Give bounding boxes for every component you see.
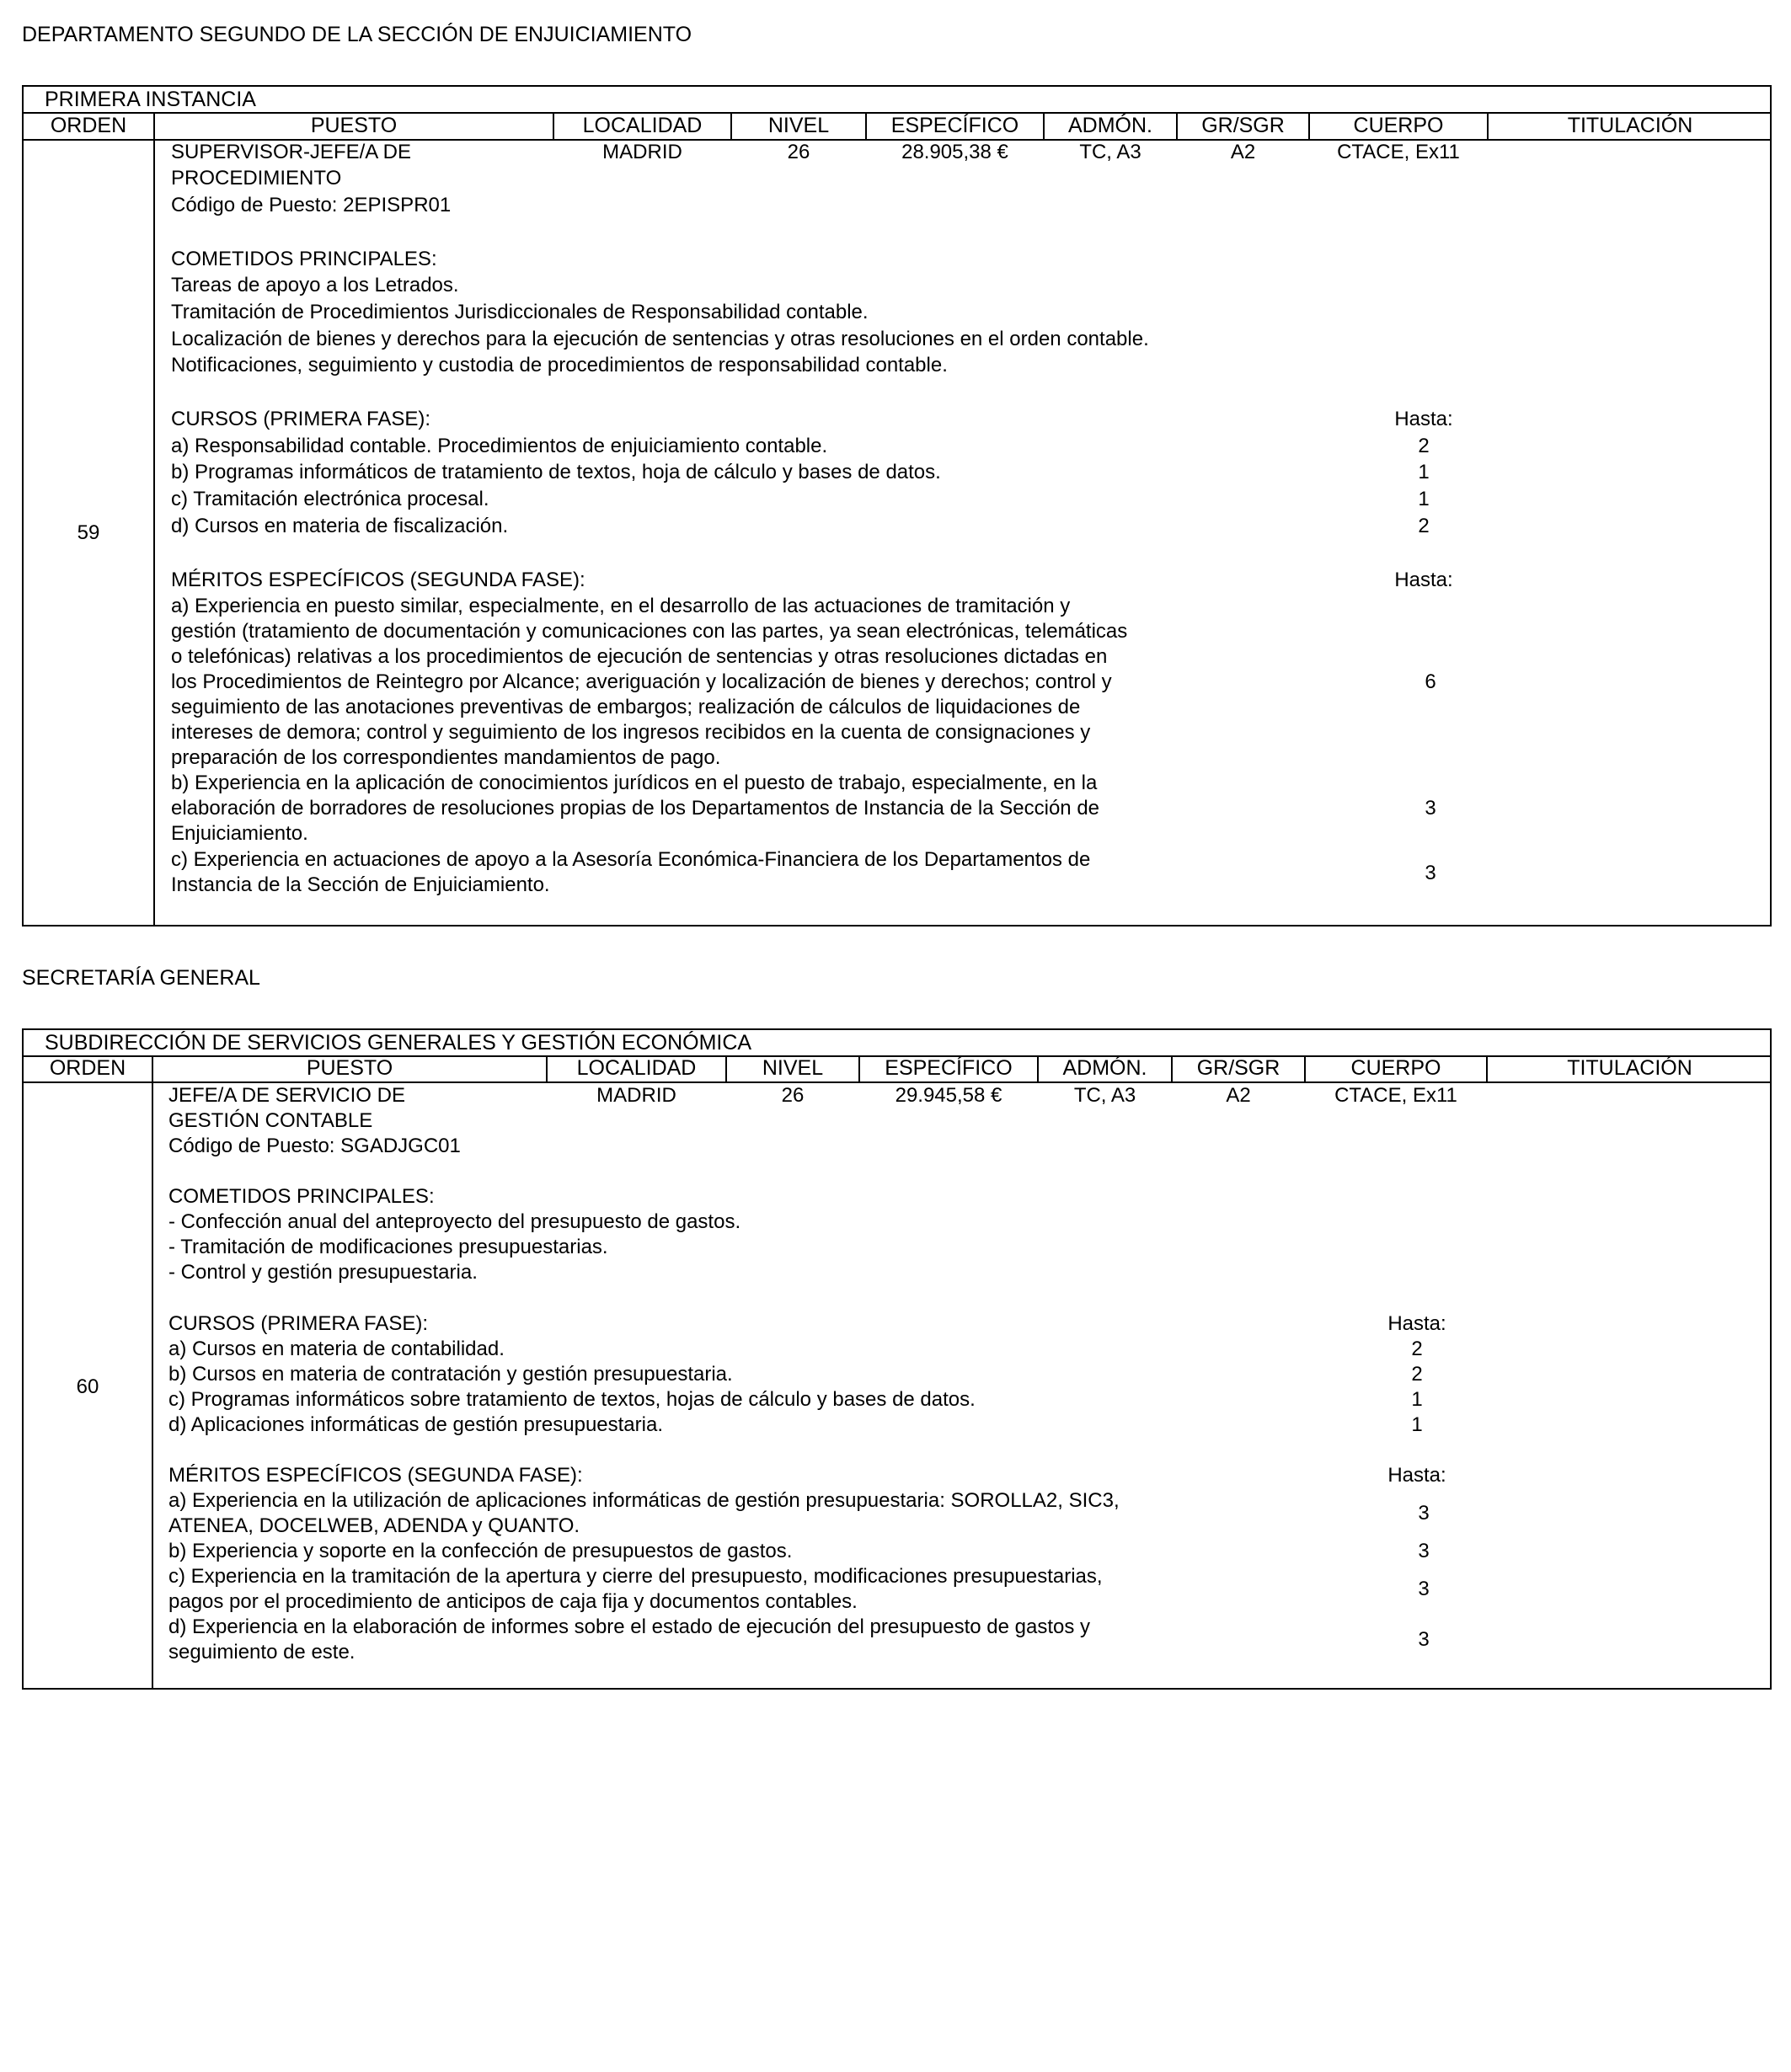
header-cuerpo: CUERPO: [1353, 114, 1444, 137]
curso-item: c) Tramitación electrónica procesal.: [171, 488, 489, 510]
header-admon: ADMÓN.: [1068, 114, 1152, 137]
curso-item: b) Cursos en materia de contratación y gestión presupuestaria.: [168, 1363, 733, 1386]
merito-line: seguimiento de las anotaciones preventivas de embargos; realización de cálculos de liquidaciones de: [171, 696, 1081, 718]
cursos-hasta: Hasta:: [1387, 1312, 1446, 1335]
codigo-puesto: Código de Puesto: 2EPISPR01: [171, 194, 452, 216]
cuerpo-value: CTACE, Ex11: [1334, 1084, 1457, 1107]
cursos-hasta: Hasta:: [1394, 408, 1453, 430]
curso-item: d) Cursos en materia de fiscalización.: [171, 515, 509, 537]
header-nivel: NIVEL: [767, 114, 830, 137]
header-localidad: LOCALIDAD: [582, 114, 703, 137]
admon-value: TC, A3: [1073, 1084, 1136, 1107]
merito-line: ATENEA, DOCELWEB, ADENDA y QUANTO.: [168, 1514, 580, 1537]
merito-points: 3: [1425, 797, 1436, 820]
merito-line: pagos por el procedimiento de anticipos de caja fija y documentos contables.: [168, 1590, 858, 1613]
header-grupo: GR/SGR: [1201, 114, 1285, 137]
puesto-line-2: GESTIÓN CONTABLE: [168, 1109, 373, 1132]
header-titulacion: TITULACIÓN: [1567, 114, 1693, 137]
merito-line: b) Experiencia y soporte en la confección de presupuestos de gastos.: [168, 1540, 793, 1562]
header-grupo: GR/SGR: [1196, 1056, 1280, 1080]
curso-points: 2: [1411, 1338, 1423, 1360]
cometido-item: - Confección anual del anteproyecto del presupuesto de gastos.: [168, 1210, 741, 1233]
merito-points: 3: [1418, 1502, 1430, 1525]
curso-points: 1: [1418, 488, 1430, 510]
merito-line: gestión (tratamiento de documentación y comunicaciones con las partes, ya sean electrónicas, telemáticas: [171, 620, 1128, 643]
meritos-hasta: Hasta:: [1394, 569, 1453, 591]
merito-line: elaboración de borradores de resoluciones propias de los Departamentos de Instancia de la Sección de: [171, 797, 1100, 820]
curso-points: 1: [1411, 1413, 1423, 1436]
meritos-title: MÉRITOS ESPECÍFICOS (SEGUNDA FASE):: [168, 1464, 583, 1487]
cometido-item: Tramitación de Procedimientos Jurisdiccionales de Responsabilidad contable.: [171, 301, 869, 323]
merito-line: intereses de demora; control y seguimiento de los ingresos recibidos en la cuenta de consignaciones y: [171, 721, 1091, 744]
merito-line: preparación de los correspondientes mandamientos de pago.: [171, 746, 721, 769]
curso-item: b) Programas informáticos de tratamiento de textos, hoja de cálculo y bases de datos.: [171, 461, 941, 483]
codigo-puesto: Código de Puesto: SGADJGC01: [168, 1135, 461, 1157]
localidad-value: MADRID: [596, 1084, 676, 1107]
header-orden: ORDEN: [50, 114, 127, 137]
cursos-title: CURSOS (PRIMERA FASE):: [168, 1312, 429, 1335]
merito-line: c) Experiencia en actuaciones de apoyo a la Asesoría Económica-Financiera de los Departamentos de: [171, 848, 1091, 871]
puesto-line-1: JEFE/A DE SERVICIO DE: [168, 1084, 405, 1107]
header-titulacion: TITULACIÓN: [1567, 1056, 1692, 1080]
orden-value: 59: [77, 521, 100, 544]
cometido-item: Tareas de apoyo a los Letrados.: [171, 274, 459, 296]
meritos-hasta: Hasta:: [1387, 1464, 1446, 1487]
especifico-value: 29.945,58 €: [895, 1084, 1002, 1107]
grupo-value: A2: [1230, 141, 1256, 163]
header-nivel: NIVEL: [762, 1056, 824, 1080]
merito-points: 3: [1425, 862, 1436, 884]
curso-item: a) Responsabilidad contable. Procedimientos de enjuiciamiento contable.: [171, 435, 828, 457]
cometidos-title: COMETIDOS PRINCIPALES:: [171, 248, 437, 270]
merito-line: o telefónicas) relativas a los procedimientos de ejecución de sentencias y otras resoluciones dictadas en: [171, 645, 1108, 668]
header-especifico: ESPECÍFICO: [890, 114, 1019, 137]
header-puesto: PUESTO: [310, 114, 398, 137]
header-puesto: PUESTO: [306, 1056, 393, 1080]
merito-points: 3: [1418, 1628, 1430, 1651]
secretaria-title: SECRETARÍA GENERAL: [22, 966, 260, 990]
cometido-item: - Tramitación de modificaciones presupuestarias.: [168, 1236, 608, 1258]
merito-line: b) Experiencia en la aplicación de conocimientos jurídicos en el puesto de trabajo, especialmente, en la: [171, 772, 1098, 794]
curso-item: a) Cursos en materia de contabilidad.: [168, 1338, 505, 1360]
header-cuerpo: CUERPO: [1350, 1056, 1441, 1080]
divider: [152, 1055, 153, 1690]
merito-line: a) Experiencia en la utilización de aplicaciones informáticas de gestión presupuestaria: SOROLLA2, SIC3,: [168, 1489, 1120, 1512]
puesto-line-1: SUPERVISOR-JEFE/A DE: [171, 141, 411, 163]
header-localidad: LOCALIDAD: [576, 1056, 697, 1080]
table-subtitle: SUBDIRECCIÓN DE SERVICIOS GENERALES Y GESTIÓN ECONÓMICA: [45, 1031, 752, 1055]
merito-line: Enjuiciamiento.: [171, 822, 308, 845]
curso-points: 1: [1418, 461, 1430, 483]
grupo-value: A2: [1226, 1084, 1251, 1107]
curso-points: 2: [1418, 515, 1430, 537]
merito-line: seguimiento de este.: [168, 1641, 356, 1663]
cometidos-title: COMETIDOS PRINCIPALES:: [168, 1185, 435, 1208]
localidad-value: MADRID: [602, 141, 682, 163]
curso-points: 1: [1411, 1388, 1423, 1411]
header-orden: ORDEN: [49, 1056, 126, 1080]
department-title: DEPARTAMENTO SEGUNDO DE LA SECCIÓN DE ENJUICIAMIENTO: [22, 23, 692, 46]
cometido-item: Notificaciones, seguimiento y custodia de procedimientos de responsabilidad contable.: [171, 354, 948, 376]
merito-line: Instancia de la Sección de Enjuiciamiento.: [171, 873, 550, 896]
curso-item: c) Programas informáticos sobre tratamiento de textos, hojas de cálculo y bases de datos.: [168, 1388, 976, 1411]
table-subtitle: PRIMERA INSTANCIA: [45, 88, 256, 111]
cometido-item: Localización de bienes y derechos para la ejecución de sentencias y otras resoluciones en el orden contable.: [171, 328, 1149, 350]
merito-points: 3: [1418, 1540, 1430, 1562]
merito-line: d) Experiencia en la elaboración de informes sobre el estado de ejecución del presupuesto de gastos y: [168, 1615, 1091, 1638]
divider: [153, 112, 155, 927]
merito-line: c) Experiencia en la tramitación de la apertura y cierre del presupuesto, modificaciones presupuestarias,: [168, 1565, 1103, 1588]
orden-value: 60: [76, 1375, 99, 1398]
puesto-line-2: PROCEDIMIENTO: [171, 167, 342, 190]
merito-points: 3: [1418, 1578, 1430, 1600]
admon-value: TC, A3: [1079, 141, 1141, 163]
cometido-item: - Control y gestión presupuestaria.: [168, 1261, 478, 1284]
merito-line: a) Experiencia en puesto similar, especialmente, en el desarrollo de las actuaciones de tramitación y: [171, 595, 1071, 617]
especifico-value: 28.905,38 €: [901, 141, 1008, 163]
merito-points: 6: [1425, 670, 1436, 693]
nivel-value: 26: [781, 1084, 805, 1107]
merito-line: los Procedimientos de Reintegro por Alcance; averiguación y localización de bienes y derechos; control y: [171, 670, 1112, 693]
header-especifico: ESPECÍFICO: [885, 1056, 1013, 1080]
cuerpo-value: CTACE, Ex11: [1337, 141, 1460, 163]
nivel-value: 26: [787, 141, 810, 163]
curso-item: d) Aplicaciones informáticas de gestión presupuestaria.: [168, 1413, 663, 1436]
meritos-title: MÉRITOS ESPECÍFICOS (SEGUNDA FASE):: [171, 569, 585, 591]
curso-points: 2: [1418, 435, 1430, 457]
curso-points: 2: [1411, 1363, 1423, 1386]
header-admon: ADMÓN.: [1062, 1056, 1147, 1080]
cursos-title: CURSOS (PRIMERA FASE):: [171, 408, 431, 430]
